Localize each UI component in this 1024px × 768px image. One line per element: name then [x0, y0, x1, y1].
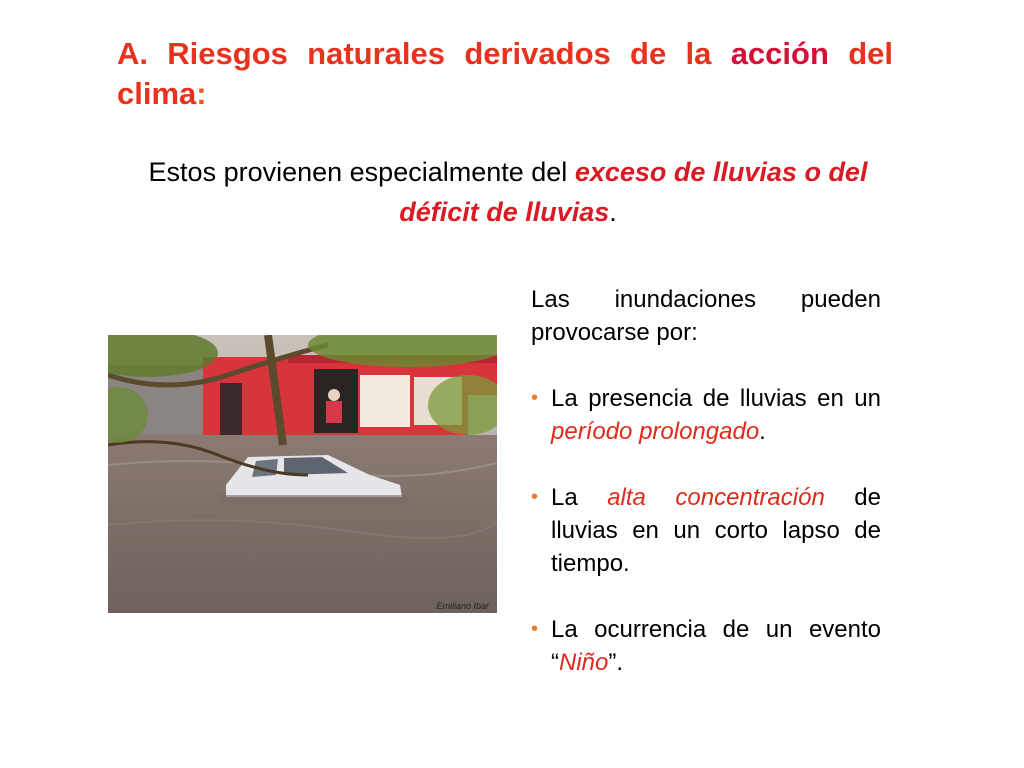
bullet-icon: •	[531, 387, 539, 409]
cause-1-emphasis: período prolongado	[551, 418, 760, 445]
cause-item-3	[531, 613, 881, 679]
cause-2-text: La	[551, 484, 608, 511]
bullet-icon: •	[531, 486, 539, 508]
cause-3-text: La ocurrencia de un evento “	[551, 616, 881, 676]
cause-item-2	[531, 481, 881, 580]
intro-prefix: Estos provienen especialmente del	[148, 157, 575, 187]
flooded-street-photo	[108, 335, 497, 613]
intro-emphasis: exceso de lluvias o del déficit de lluvias	[399, 157, 868, 227]
cause-1-text: La presencia de lluvias en un	[551, 385, 881, 412]
cause-2-emphasis: alta concentración	[607, 484, 825, 511]
slide-title	[117, 34, 893, 114]
photo-watermark: Emiliano Ibar	[436, 601, 489, 611]
cause-2-end: de lluvias en un corto lapso de tiempo.	[551, 484, 881, 577]
title-part-4: :	[196, 76, 207, 111]
title-part-1: A. Riesgos naturales derivados de la	[117, 36, 731, 71]
intro-suffix: .	[609, 197, 617, 227]
cause-3-emphasis: Niño	[559, 649, 609, 676]
causes-lead: Las inundaciones pueden provocarse por:	[531, 286, 881, 346]
causes-list	[531, 283, 881, 679]
title-part-3: del clima	[117, 36, 893, 111]
bullet-icon: •	[531, 618, 539, 640]
title-part-2: acción	[730, 36, 829, 71]
cause-1-end: .	[759, 418, 766, 445]
cause-3-end: ”.	[608, 649, 624, 676]
intro-paragraph	[110, 152, 906, 232]
cause-item-1	[531, 382, 881, 448]
